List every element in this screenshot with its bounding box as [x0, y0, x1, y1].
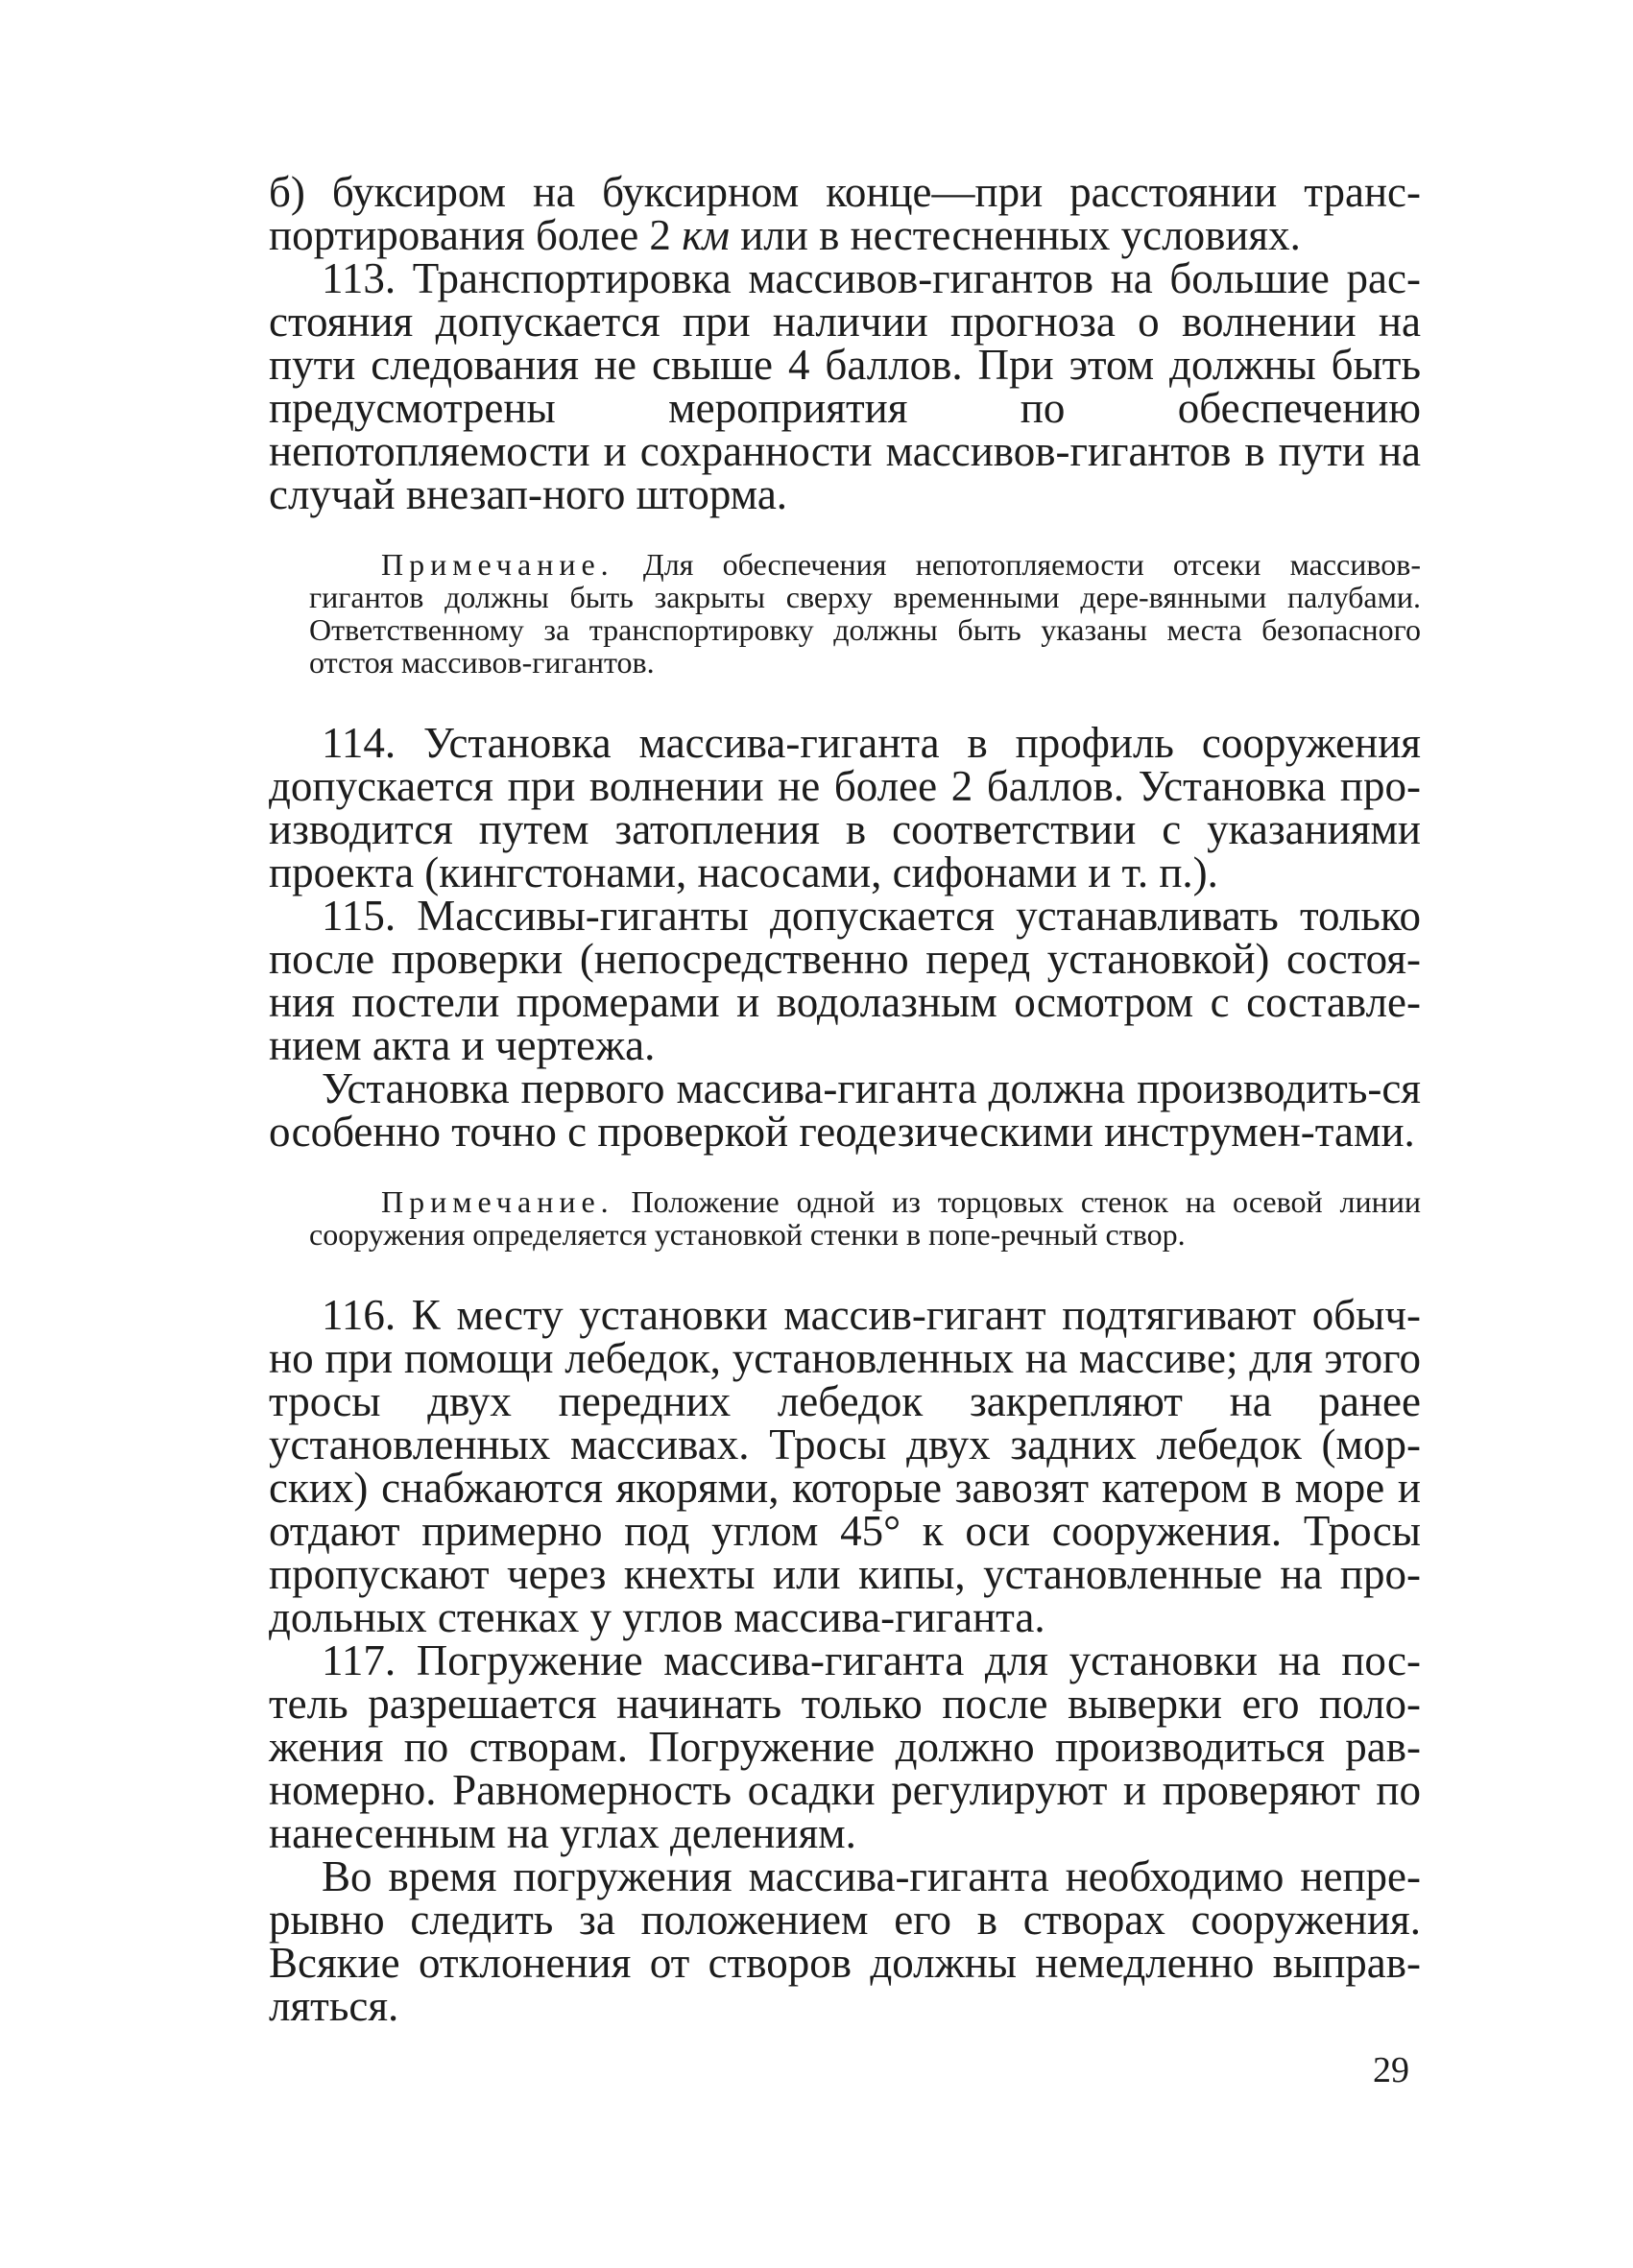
paragraph-monitoring: Во время погружения массива-гиганта необходимо непре-рывно следить за положением его в створах сооружения. Всякие отклонения от створов должны немедленно выправ-ляться.: [269, 1852, 1421, 2030]
page-number: 29: [1373, 2050, 1409, 2090]
unit-km: км: [682, 211, 730, 259]
paragraph-115: 115. Массивы-гиганты допускается устанавливать только после проверки (непосредственно перед установкой) состоя-ния постели промерами и водолазным осмотром с составле-нием акта и чертежа.: [269, 892, 1421, 1069]
paragraph-117: 117. Погружение массива-гиганта для установки на пос-тель разрешается начинать только после выверки его поло-жения по створам. Погружение должно производиться рав-номерно. Равномерность осадки регулируют и проверяют по нанесенным на углах делениям.: [269, 1636, 1421, 1857]
paragraph-113: 113. Транспортировка массивов-гигантов на большие рас-стояния допускается при наличии прогноза о волнении на пути следования не свыше 4 баллов. При этом должны быть предусмотрены мероприятия по обеспечению непотопляемости и сохранности массивов-гигантов в пути на случай внезап-ного шторма.: [269, 254, 1421, 518]
paragraph-114: 114. Установка массива-гиганта в профиль сооружения допускается при волнении не более 2 баллов. Установка про-изводится путем затопления в соответствии с указаниями проекта (кингстонами, насосами, сифонами и т. п.).: [269, 719, 1421, 896]
note-end-wall: [309, 1185, 1421, 1251]
note-text: Положение одной из торцовых стенок на осевой линии сооружения определяется установкой стенки в попе-речный створ.: [309, 1184, 1421, 1252]
paragraph-text: или в нестесненных условиях.: [729, 211, 1301, 259]
paragraph-text: б) буксиром на буксирном конце—при расстоянии транс-портирования более 2: [269, 168, 1421, 259]
paragraph-first-installation: Установка первого массива-гиганта должна производить-ся особенно точно с проверкой геодезическими инструмен-тами.: [269, 1064, 1421, 1156]
paragraph-116: 116. К месту установки массив-гигант подтягивают обыч-но при помощи лебедок, установленных на массиве; для этого тросы двух передних лебедок закрепляют на ранее установленных массивах. Тросы двух задних лебедок (мор-ских) снабжаются якорями, которые завозят катером в море и отдают примерно под углом 45° к оси сооружения. Тросы пропускают через кнехты или кипы, установленные на про-дольных стенках у углов массива-гиганта.: [269, 1291, 1421, 1641]
note-text: Для обеспечения непотопляемости отсеки массивов-гигантов должны быть закрыты сверху временными дере-вянными палубами. Ответственному за транспортировку должны быть указаны места безопасного отстоя массивов-гигантов.: [309, 547, 1421, 680]
text-column: [269, 168, 1421, 2030]
paragraph-b-tug: [269, 168, 1421, 259]
note-unsinkability: [309, 548, 1421, 679]
note-label: Примечание.: [381, 547, 614, 582]
note-label: Примечание.: [381, 1184, 614, 1219]
